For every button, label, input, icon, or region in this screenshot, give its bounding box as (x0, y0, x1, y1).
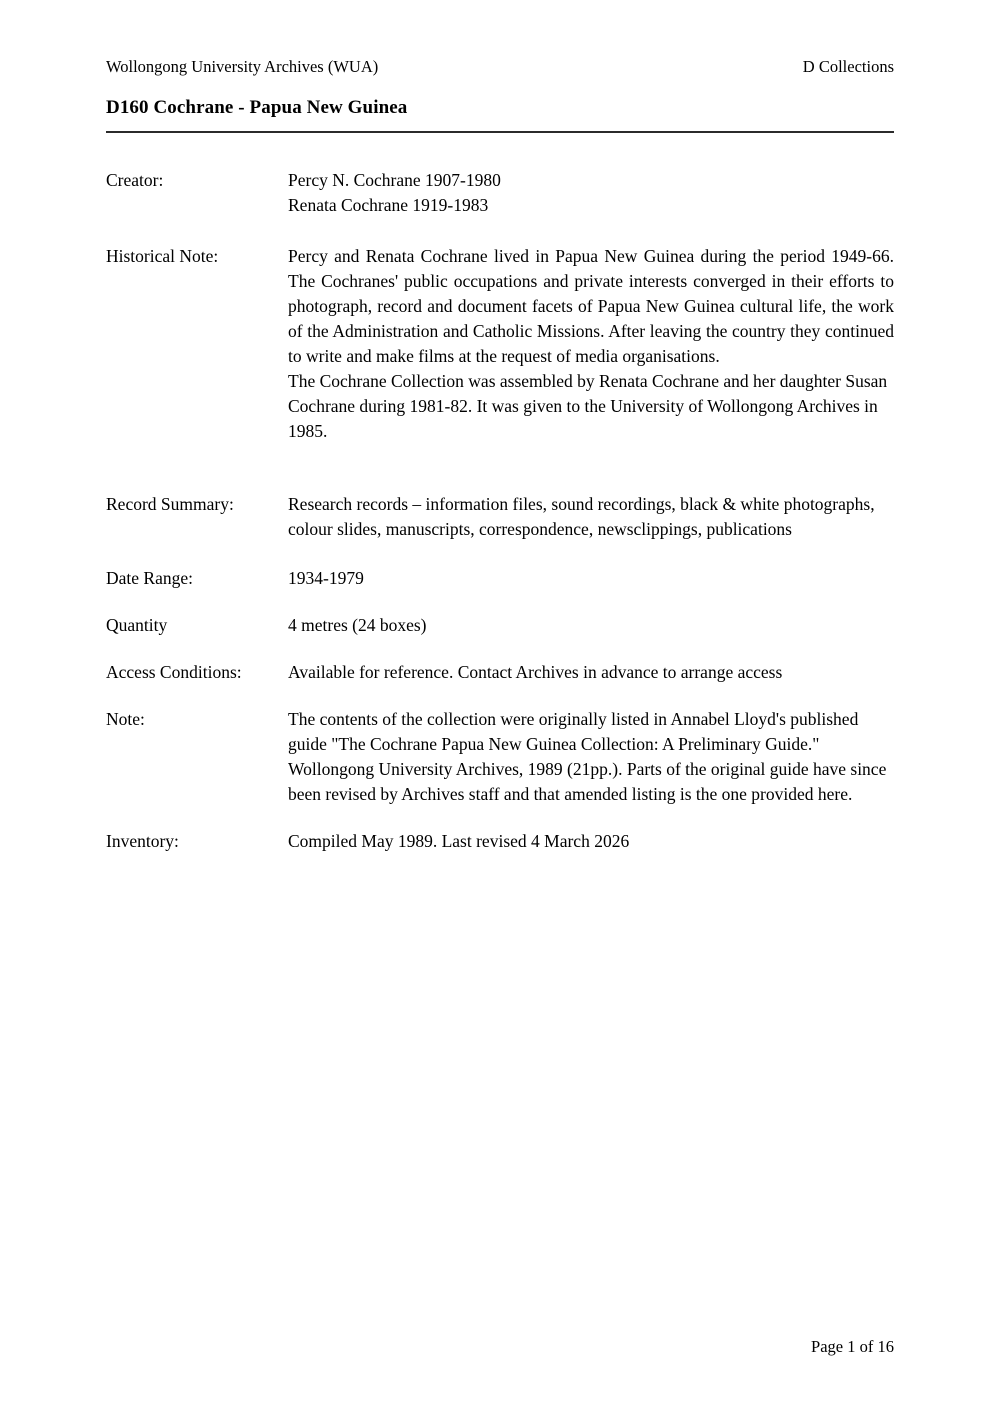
field-label-record-summary: Record Summary: (106, 494, 234, 514)
field-value-access-conditions: Available for reference. Contact Archives in advance to arrange access (288, 662, 783, 682)
field-label-creator: Creator: (106, 170, 164, 190)
field-row-historical-note (106, 244, 894, 444)
field-value-creator (288, 168, 894, 218)
field-value-inventory: Compiled May 1989. Last revised 4 March 2026 (288, 831, 630, 851)
field-row-quantity (106, 613, 894, 638)
field-label-historical-note: Historical Note: (106, 246, 219, 266)
field-value-historical-note (288, 244, 894, 444)
running-header-left: Wollongong University Archives (WUA) (106, 57, 379, 76)
historical-note-paragraph-2: The Cochrane Collection was assembled by Renata Cochrane and her daughter Susan Cochrane during 1981-82. It was given to the University of Wollongong Archives in 1985. (288, 371, 888, 441)
creator-line-1: Percy N. Cochrane 1907-1980 (288, 170, 501, 190)
field-value-date-range: 1934-1979 (288, 568, 364, 588)
field-label-quantity: Quantity (106, 615, 168, 635)
field-row-access-conditions (106, 660, 894, 685)
field-label-note: Note: (106, 709, 145, 729)
historical-note-paragraph-1: Percy and Renata Cochrane lived in Papua New Guinea during the period 1949-66. The Cochranes' public occupations and private interests converged in their efforts to photograph, record and document facets of Papua New Guinea cultural life, the work of the Administration and Catholic Missions. After leaving the country they continued to write and make films at the request of media organisations. (288, 246, 894, 366)
field-label-inventory: Inventory: (106, 831, 179, 851)
field-label-date-range: Date Range: (106, 568, 193, 588)
field-row-note (106, 707, 894, 807)
title-divider (106, 131, 894, 133)
field-value-note (288, 707, 894, 807)
field-value-record-summary (288, 492, 894, 542)
field-value-quantity: 4 metres (24 boxes) (288, 615, 427, 635)
note-text: The contents of the collection were originally listed in Annabel Lloyd's published guide "The Cochrane Papua New Guinea Collection: A Preliminary Guide." Wollongong University Archives, 1989 (21pp.). Parts of the original guide have since been revised by Archives staff and that amended listing is the one provided here. (288, 709, 887, 804)
field-label-access-conditions: Access Conditions: (106, 662, 242, 682)
record-summary-text: Research records – information files, sound recordings, black & white photographs, colour slides, manuscripts, correspondence, newsclippings, publications (288, 494, 875, 539)
running-header (106, 57, 894, 77)
field-row-date-range (106, 566, 894, 591)
metadata-field-list (106, 168, 894, 876)
field-row-record-summary (106, 492, 894, 542)
page-title: D160 Cochrane - Papua New Guinea (106, 97, 408, 118)
field-row-inventory (106, 829, 894, 854)
running-header-right: D Collections (802, 57, 894, 76)
creator-line-2: Renata Cochrane 1919-1983 (288, 195, 489, 215)
field-row-creator (106, 168, 894, 218)
page-number-footer: Page 1 of 16 (811, 1337, 894, 1356)
